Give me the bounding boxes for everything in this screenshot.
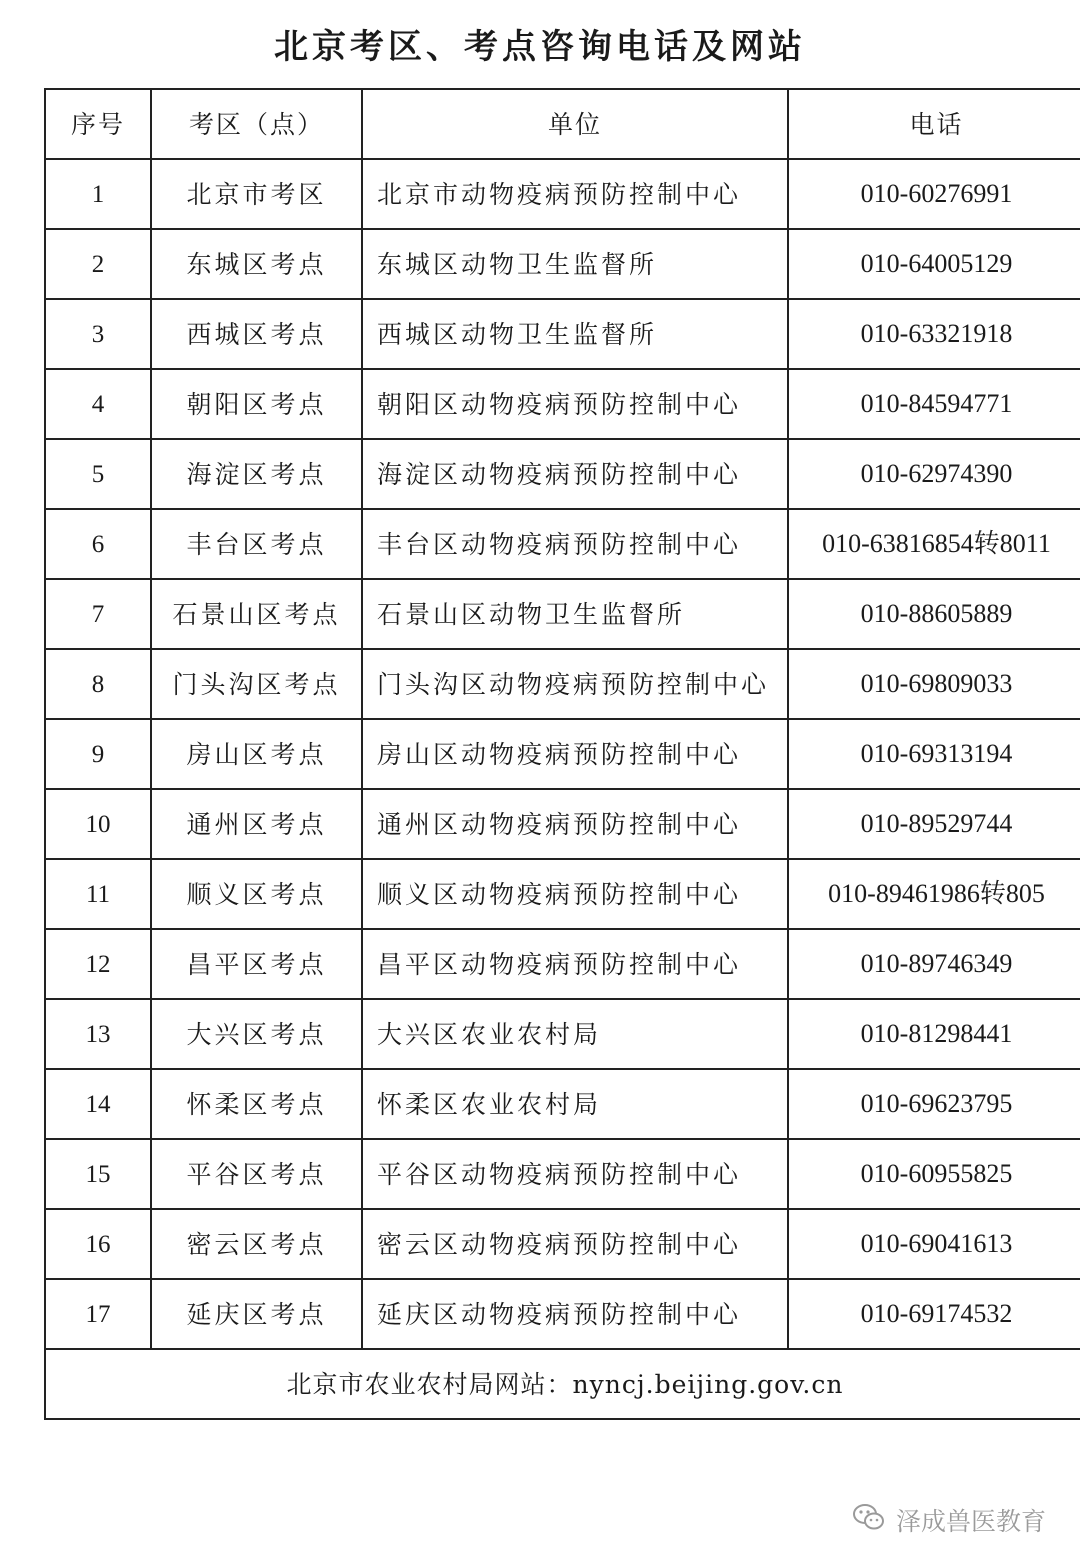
cell-no: 17: [45, 1279, 151, 1349]
table-row: [45, 579, 1080, 649]
cell-no: 14: [45, 1069, 151, 1139]
website-cell: 北京市农业农村局网站：nyncj.beijing.gov.cn: [45, 1349, 1080, 1419]
cell-no: 16: [45, 1209, 151, 1279]
cell-unit: 西城区动物卫生监督所: [362, 299, 788, 369]
cell-unit: 延庆区动物疫病预防控制中心: [362, 1279, 788, 1349]
cell-tel: 010-63321918: [788, 299, 1080, 369]
cell-tel: 010-69313194: [788, 719, 1080, 789]
watermark: [852, 1500, 1046, 1540]
cell-unit: 密云区动物疫病预防控制中心: [362, 1209, 788, 1279]
cell-area: 房山区考点: [151, 719, 362, 789]
cell-area: 石景山区考点: [151, 579, 362, 649]
table-row: [45, 229, 1080, 299]
cell-area: 密云区考点: [151, 1209, 362, 1279]
cell-tel: 010-64005129: [788, 229, 1080, 299]
cell-tel: 010-81298441: [788, 999, 1080, 1069]
cell-area: 门头沟区考点: [151, 649, 362, 719]
header-area: 考区（点）: [151, 89, 362, 159]
cell-area: 昌平区考点: [151, 929, 362, 999]
cell-area: 北京市考区: [151, 159, 362, 229]
cell-tel: 010-89529744: [788, 789, 1080, 859]
header-tel: 电话: [788, 89, 1080, 159]
cell-tel: 010-63816854转8011: [788, 509, 1080, 579]
cell-no: 11: [45, 859, 151, 929]
cell-unit: 海淀区动物疫病预防控制中心: [362, 439, 788, 509]
cell-unit: 昌平区动物疫病预防控制中心: [362, 929, 788, 999]
cell-tel: 010-60276991: [788, 159, 1080, 229]
cell-no: 10: [45, 789, 151, 859]
cell-no: 7: [45, 579, 151, 649]
cell-area: 东城区考点: [151, 229, 362, 299]
cell-unit: 东城区动物卫生监督所: [362, 229, 788, 299]
table-row: [45, 859, 1080, 929]
cell-tel: 010-69041613: [788, 1209, 1080, 1279]
table-row: [45, 999, 1080, 1069]
cell-area: 海淀区考点: [151, 439, 362, 509]
cell-tel: 010-69809033: [788, 649, 1080, 719]
cell-tel: 010-69174532: [788, 1279, 1080, 1349]
table-row: [45, 1069, 1080, 1139]
cell-tel: 010-69623795: [788, 1069, 1080, 1139]
cell-tel: 010-60955825: [788, 1139, 1080, 1209]
cell-unit: 北京市动物疫病预防控制中心: [362, 159, 788, 229]
cell-area: 顺义区考点: [151, 859, 362, 929]
cell-unit: 朝阳区动物疫病预防控制中心: [362, 369, 788, 439]
cell-area: 怀柔区考点: [151, 1069, 362, 1139]
cell-unit: 怀柔区农业农村局: [362, 1069, 788, 1139]
table-row: [45, 369, 1080, 439]
table-footer-row: [45, 1349, 1080, 1419]
cell-unit: 丰台区动物疫病预防控制中心: [362, 509, 788, 579]
cell-no: 6: [45, 509, 151, 579]
table-row: [45, 509, 1080, 579]
table-row: [45, 1209, 1080, 1279]
table-row: [45, 439, 1080, 509]
cell-area: 平谷区考点: [151, 1139, 362, 1209]
cell-tel: 010-89746349: [788, 929, 1080, 999]
cell-unit: 平谷区动物疫病预防控制中心: [362, 1139, 788, 1209]
cell-tel: 010-84594771: [788, 369, 1080, 439]
cell-unit: 顺义区动物疫病预防控制中心: [362, 859, 788, 929]
cell-area: 通州区考点: [151, 789, 362, 859]
cell-unit: 大兴区农业农村局: [362, 999, 788, 1069]
header-unit: 单位: [362, 89, 788, 159]
cell-no: 4: [45, 369, 151, 439]
cell-unit: 石景山区动物卫生监督所: [362, 579, 788, 649]
header-no: 序号: [45, 89, 151, 159]
cell-tel: 010-62974390: [788, 439, 1080, 509]
cell-unit: 房山区动物疫病预防控制中心: [362, 719, 788, 789]
cell-area: 丰台区考点: [151, 509, 362, 579]
cell-unit: 通州区动物疫病预防控制中心: [362, 789, 788, 859]
cell-unit: 门头沟区动物疫病预防控制中心: [362, 649, 788, 719]
table-row: [45, 1139, 1080, 1209]
table-row: [45, 789, 1080, 859]
cell-area: 西城区考点: [151, 299, 362, 369]
page-title: 北京考区、考点咨询电话及网站: [274, 27, 806, 67]
table-row: [45, 649, 1080, 719]
cell-no: 15: [45, 1139, 151, 1209]
cell-no: 13: [45, 999, 151, 1069]
cell-tel: 010-88605889: [788, 579, 1080, 649]
table-header-row: [45, 89, 1080, 159]
cell-no: 12: [45, 929, 151, 999]
cell-area: 延庆区考点: [151, 1279, 362, 1349]
table-row: [45, 299, 1080, 369]
contacts-table: [44, 88, 1080, 1420]
cell-tel: 010-89461986转805: [788, 859, 1080, 929]
watermark-text: 泽成兽医教育: [895, 1507, 1046, 1536]
cell-no: 5: [45, 439, 151, 509]
cell-no: 3: [45, 299, 151, 369]
table-row: [45, 1279, 1080, 1349]
table-row: [45, 159, 1080, 229]
wechat-icon: [852, 1502, 896, 1538]
cell-no: 8: [45, 649, 151, 719]
cell-area: 大兴区考点: [151, 999, 362, 1069]
cell-no: 1: [45, 159, 151, 229]
cell-no: 2: [45, 229, 151, 299]
cell-area: 朝阳区考点: [151, 369, 362, 439]
table-body: [45, 159, 1080, 1419]
table-row: [45, 719, 1080, 789]
table-row: [45, 929, 1080, 999]
cell-no: 9: [45, 719, 151, 789]
